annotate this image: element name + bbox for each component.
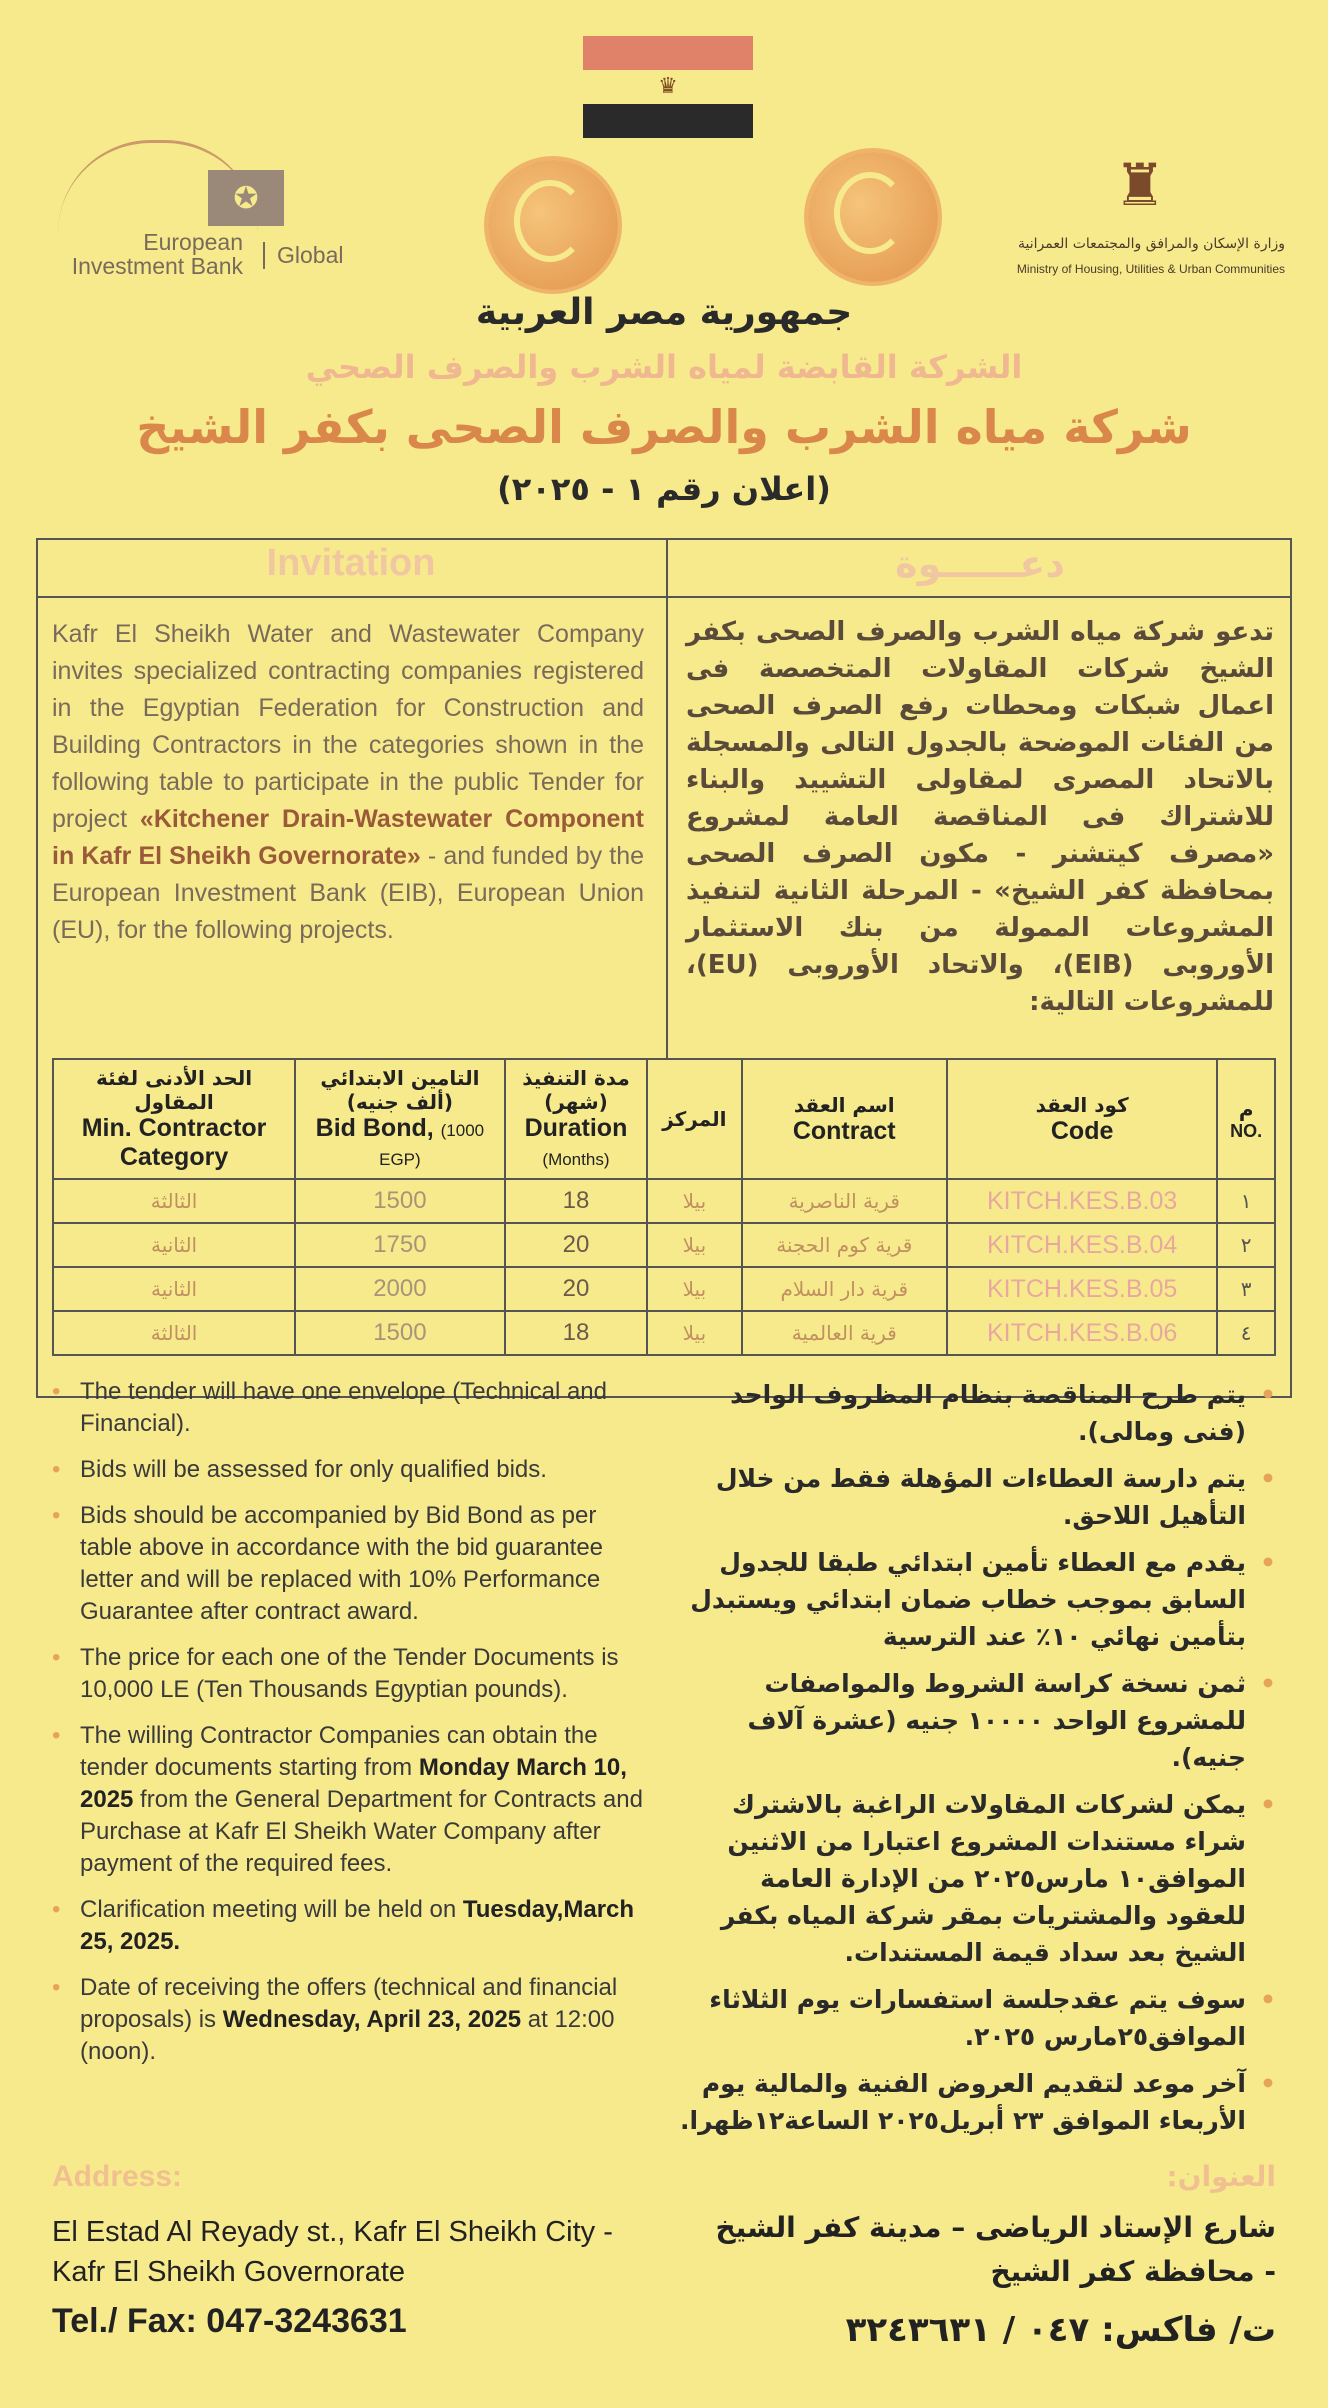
category-header: الحد الأدنى لفئة المقاول Min. Contractor Category (53, 1059, 295, 1179)
country-heading: جمهورية مصر العربية (475, 292, 853, 333)
list-item: • Clarification meeting will be held on Tuesday,March 25, 2025. (52, 1894, 644, 1958)
column-divider (666, 538, 668, 1058)
eib-name-line1: European (143, 229, 243, 255)
kafr-el-sheikh-company-logo (488, 160, 618, 290)
eib-name-line2: Investment Bank (71, 253, 243, 279)
holding-company-logo (808, 152, 938, 282)
ad-number: (اعلان رقم ١ - ٢٠٢٥) (497, 470, 831, 508)
intro-text-en: Kafr El Sheikh Water and Wastewater Company invites specialized contracting companies registered in the Egyptian Federation for Construction and Building Contractors in the categories shown in the following table to participate in the public Tender for project «Kitchener Drain-Wastewater Component in Kafr El Sheikh Governorate» - and funded by the European Investment Bank (EIB), European Union (EU), for the following projects. (52, 620, 644, 944)
list-item: • يقدم مع العطاء تأمين ابتدائي طبقا للجدول السابق بموجب خطاب ضمان ابتدائي ويستبدل بتأمين نهائي ١٠٪ عند الترسية (680, 1544, 1276, 1655)
eagle-icon: ♛ (658, 74, 678, 99)
list-item: • يمكن لشركات المقاولات الراغبة بالاشترك شراء مستندات المشروع اعتبارا من الاثنين الموافق١٠ مارس٢٠٢٥ من الإدارة العامة للعقود والمشتريات بمقر شركة المياه بكفر الشيخ بعد سداد قيمة المستندات. (680, 1786, 1276, 1971)
invitation-title-en: Invitation (266, 542, 436, 584)
project-name-en: «Kitchener Drain-Wastewater Component in Kafr El Sheikh Governorate» (52, 805, 644, 870)
invitation-title-ar: دعــــــوة (895, 542, 1065, 586)
list-item: • سوف يتم عقدجلسة استفسارات يوم الثلاثاء الموافق٢٥مارس ٢٠٢٥. (680, 1981, 1276, 2055)
table-row: الثالثة 1500 18 بيلا قرية العالمية KITCH.KES.B.06 ٤ (53, 1311, 1275, 1355)
center-header: المركز (647, 1059, 741, 1179)
ministry-logo (985, 140, 1285, 290)
eagle-emblem-icon: ♜ (1114, 151, 1166, 219)
holding-company-heading: الشركة القابضة لمياه الشرب والصرف الصحي (305, 348, 1023, 386)
list-item: • The price for each one of the Tender Documents is 10,000 LE (Ten Thousands Egyptian pounds). (52, 1642, 644, 1706)
list-item: • يتم دارسة العطاءات المؤهلة فقط من خلال التأهيل اللاحق. (680, 1460, 1276, 1534)
ministry-name-ar: وزارة الإسكان والمرافق والمجتمعات العمرانية (1018, 236, 1285, 252)
list-item: • Bids will be assessed for only qualified bids. (52, 1454, 644, 1486)
tel-fax-en: Tel./ Fax: 047-3243631 (52, 2302, 407, 2340)
list-item: • Bids should be accompanied by Bid Bond as per table above in accordance with the bid guarantee letter and will be replaced with 10% Performance Guarantee after contract award. (52, 1500, 644, 1628)
bond-header: التامين الابتدائي (ألف جنيه) Bid Bond, (1000 EGP) (295, 1059, 505, 1179)
eib-logo (48, 140, 348, 290)
conditions-list-en (52, 1376, 644, 2068)
list-item: • Date of receiving the offers (technical and financial proposals) is Wednesday, April 23, 2025 at 12:00 (noon). (52, 1972, 644, 2068)
list-item: • آخر موعد لتقديم العروض الفنية والمالية يوم الأربعاء الموافق ٢٣ أبريل٢٠٢٥ الساعة١٢ظهرا. (680, 2065, 1276, 2139)
no-header: م NO. (1217, 1059, 1275, 1179)
address-title-en: Address: (52, 2160, 183, 2193)
intro-text-ar: تدعو شركة مياه الشرب والصرف الصحى بكفر الشيخ شركات المقاولات المتخصصة فى اعمال شبكات ومحطات رفع الصرف الصحى من الفئات الموضحة بالجدول التالى والمسجلة بالاتحاد المصرى لمقاولى التشييد والبناء للاشتراك فى المناقصة العامة لمشروع «مصرف كيتشنر - مكون الصرف الصحى بمحافظة كفر الشيخ» - المرحلة الثانية لتنفيذ المشروعات الممولة من بنك الاستثمار الأوروبى (EIB)، والاتحاد الأوروبى (EU)، للمشروعات التالية: (686, 617, 1274, 1017)
list-item: • The willing Contractor Companies can obtain the tender documents starting from Monday March 10, 2025 from the General Department for Contracts and Purchase at Kafr El Sheikh Water Company after payment of the required fees. (52, 1720, 644, 1880)
table-header-row (53, 1059, 1275, 1179)
ministry-name-en: Ministry of Housing, Utilities & Urban Communities (1016, 262, 1285, 276)
address-text-en: El Estad Al Reyady st., Kafr El Sheikh City - Kafr El Sheikh Governorate (52, 2216, 613, 2288)
contract-header: اسم العقد Contract (742, 1059, 947, 1179)
table-row: الثانية 1750 20 بيلا قرية كوم الحجنة KITCH.KES.B.04 ٢ (53, 1223, 1275, 1267)
duration-header: مدة التنفيذ (شهر) Duration (Months) (505, 1059, 648, 1179)
address-title-ar: العنوان: (1166, 2160, 1276, 2193)
table-row: الثالثة 1500 18 بيلا قرية الناصرية KITCH.KES.B.03 ١ (53, 1179, 1275, 1223)
address-text-ar: شارع الإستاد الرياضى – مدينة كفر الشيخ - محافظة كفر الشيخ (715, 2211, 1276, 2288)
table-row: الثانية 2000 20 بيلا قرية دار السلام KITCH.KES.B.05 ٣ (53, 1267, 1275, 1311)
eib-global-label: Global (263, 242, 343, 269)
contracts-table (52, 1058, 1276, 1356)
tel-fax-ar: ت/ فاكس: ٠٤٧ / ٣٢٤٣٦٣١ (845, 2310, 1276, 2350)
company-heading: شركة مياه الشرب والصرف الصحى بكفر الشيخ (136, 400, 1192, 454)
list-item: • The tender will have one envelope (Technical and Financial). (52, 1376, 644, 1440)
conditions-list-ar (680, 1376, 1276, 2139)
egypt-flag (583, 36, 753, 140)
eu-stars-icon: ✪ (208, 170, 284, 226)
list-item: • ثمن نسخة كراسة الشروط والمواصفات للمشروع الواحد ١٠٠٠٠ جنيه (عشرة آلاف جنيه). (680, 1665, 1276, 1776)
code-header: كود العقد Code (947, 1059, 1217, 1179)
list-item: • يتم طرح المناقصة بنظام المظروف الواحد (فنى ومالى). (680, 1376, 1276, 1450)
title-divider (36, 596, 1292, 598)
